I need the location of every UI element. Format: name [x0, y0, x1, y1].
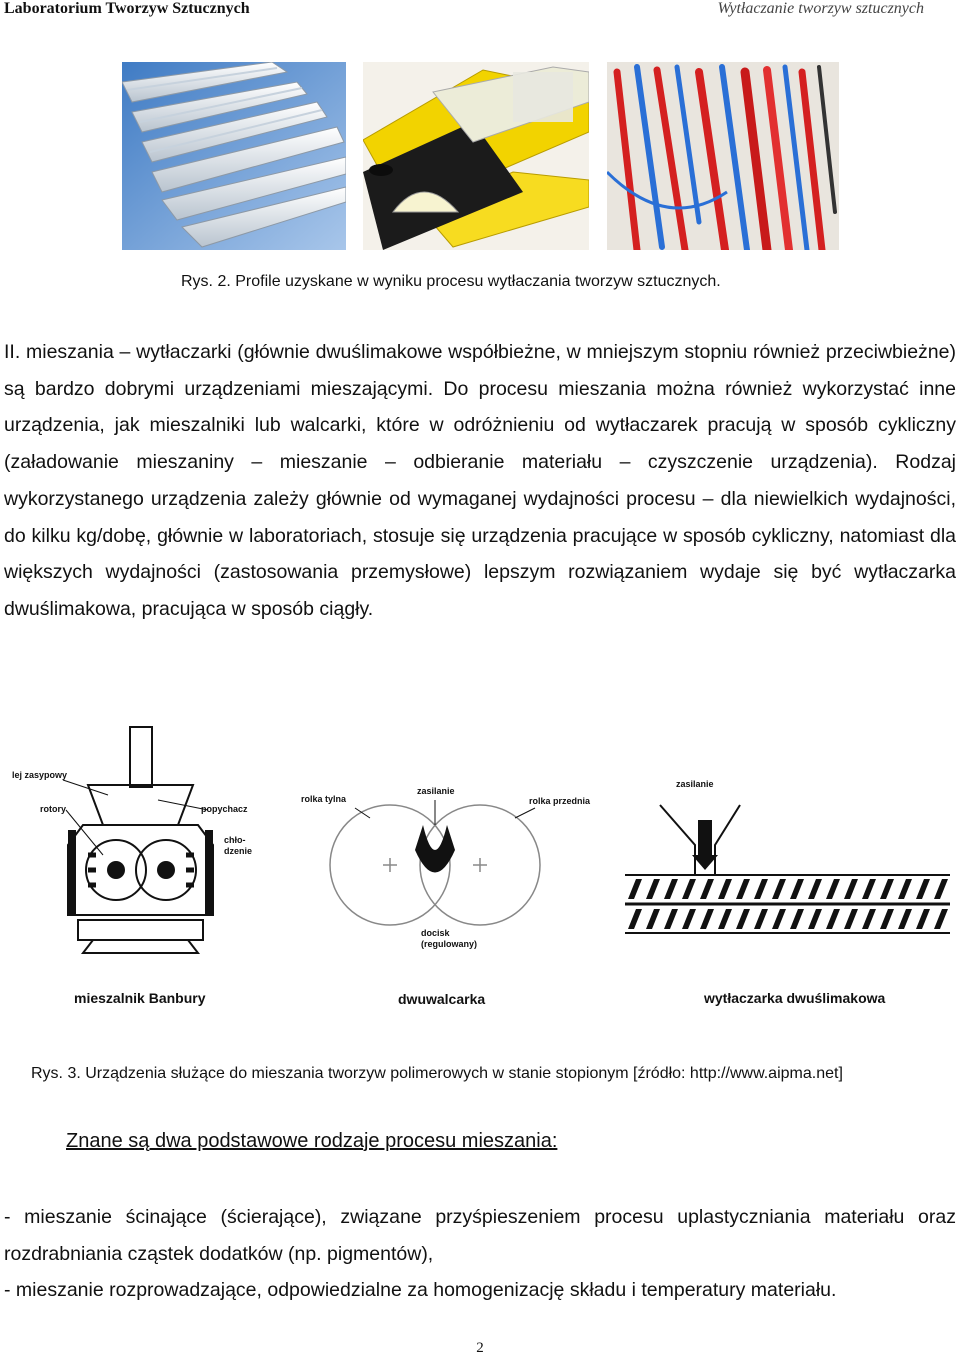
screw-flight: [664, 879, 678, 899]
diagram-two-roll-mill: [295, 780, 595, 955]
screw-flight: [880, 909, 894, 929]
header-title-right: Wytłaczanie tworzyw sztucznych: [717, 0, 924, 17]
list-item-distributive-mixing: - mieszanie rozprowadzające, odpowiedzialne za homogenizację składu i temperatury materiału.: [4, 1279, 837, 1301]
screw-flight: [808, 909, 822, 929]
screw-flight: [646, 909, 660, 929]
screw-flight: [934, 909, 948, 929]
header-title-left: Laboratorium Tworzyw Sztucznych: [4, 0, 250, 17]
label-back-roll: rolka tylna: [301, 794, 347, 804]
screw-flight: [826, 909, 840, 929]
screw-flight: [700, 909, 714, 929]
label-nip: docisk (regulowany): [421, 928, 478, 949]
screw-flight: [898, 909, 912, 929]
screw-flight: [736, 909, 750, 929]
screw-flight: [646, 879, 660, 899]
page-number: 2: [476, 1340, 484, 1356]
screw-flight: [772, 909, 786, 929]
screw-flight: [700, 879, 714, 899]
screw-flight: [718, 909, 732, 929]
section-heading: Znane są dwa podstawowe rodzaje procesu mieszania:: [66, 1130, 558, 1152]
diagram-twin-screw-extruder: [620, 775, 955, 945]
photo-red-blue-rods: [607, 62, 839, 250]
screw-flight: [826, 879, 840, 899]
screw-flight: [916, 879, 930, 899]
screw-flight: [736, 879, 750, 899]
label-hopper: lej zasypowy: [12, 770, 68, 780]
screw-flight: [844, 879, 858, 899]
screw-flight: [898, 879, 912, 899]
extruder-title: wytłaczarka dwuślimakowa: [704, 990, 886, 1006]
screw-flight: [808, 879, 822, 899]
label-cooling: chło- dzenie: [224, 835, 253, 856]
photo-window-profiles: [122, 62, 346, 250]
screw-flight: [772, 879, 786, 899]
screw-flight: [844, 909, 858, 929]
two-roll-mill-title: dwuwalcarka: [398, 991, 486, 1007]
screw-flight: [790, 909, 804, 929]
screw-flight: [628, 879, 642, 899]
figure-3-caption: Rys. 3. Urządzenia służące do mieszania tworzyw polimerowych w stanie stopionym [źródło: http://www.aipma.net]: [31, 1065, 843, 1082]
label-front-roll: rolka przednia: [529, 796, 591, 806]
screw-flight: [754, 909, 768, 929]
list-item-shear-mixing: - mieszanie ścinające (ścierające), związane przyśpieszeniem procesu uplastyczniania materiału oraz rozdrabniania cząstek dodatków (np. pigmentów),: [4, 1206, 956, 1265]
screw-flight: [664, 909, 678, 929]
label-rotors: rotory: [40, 804, 67, 814]
diagram-banbury-mixer: [8, 725, 268, 955]
screw-flight: [862, 879, 876, 899]
paragraph-mixing: II. mieszania – wytłaczarki (głównie dwuślimakowe współbieżne, w mniejszym stopniu również przeciwbieżne) są bardzo dobrymi urządzeniami mieszającymi. Do procesu mieszania można również wykorzystać inne urządzenia, jak mieszalniki lub walcarki, które w odróżnieniu od wytłaczarek pracują w sposób cykliczny (załadowanie mieszaniny – mieszanie – odbieranie materiału – czyszczenie urządzenia). Rodzaj wykorzystanego urządzenia zależy głównie od wymaganej wydajności procesu – dla niewielkich wydajności, do kilku kg/dobę, głównie w laboratoriach, stosuje się urządzenia pracujące w sposób cykliczny, natomiast dla większych wydajności (zastosowania przemysłowe) lepszym rozwiązaniem wydaje się być wytłaczarka dwuślimakowa, pracująca w sposób ciągły.: [4, 341, 956, 620]
screw-flight: [682, 909, 696, 929]
figure-2-caption: Rys. 2. Profile uzyskane w wyniku procesu wytłaczania tworzyw sztucznych.: [181, 273, 721, 290]
screw-flight: [880, 879, 894, 899]
label-feed-mill: zasilanie: [417, 786, 455, 796]
label-feed-extruder: zasilanie: [676, 779, 714, 789]
screw-flight: [628, 909, 642, 929]
screw-flight: [862, 909, 876, 929]
screw-flight: [682, 879, 696, 899]
screw-flight: [790, 879, 804, 899]
screw-flight: [754, 879, 768, 899]
screw-flight: [916, 909, 930, 929]
screw-flight: [718, 879, 732, 899]
screw-flight: [934, 879, 948, 899]
photo-colored-profiles: [363, 62, 589, 250]
banbury-title: mieszalnik Banbury: [74, 990, 206, 1006]
label-pusher: popychacz: [201, 804, 248, 814]
